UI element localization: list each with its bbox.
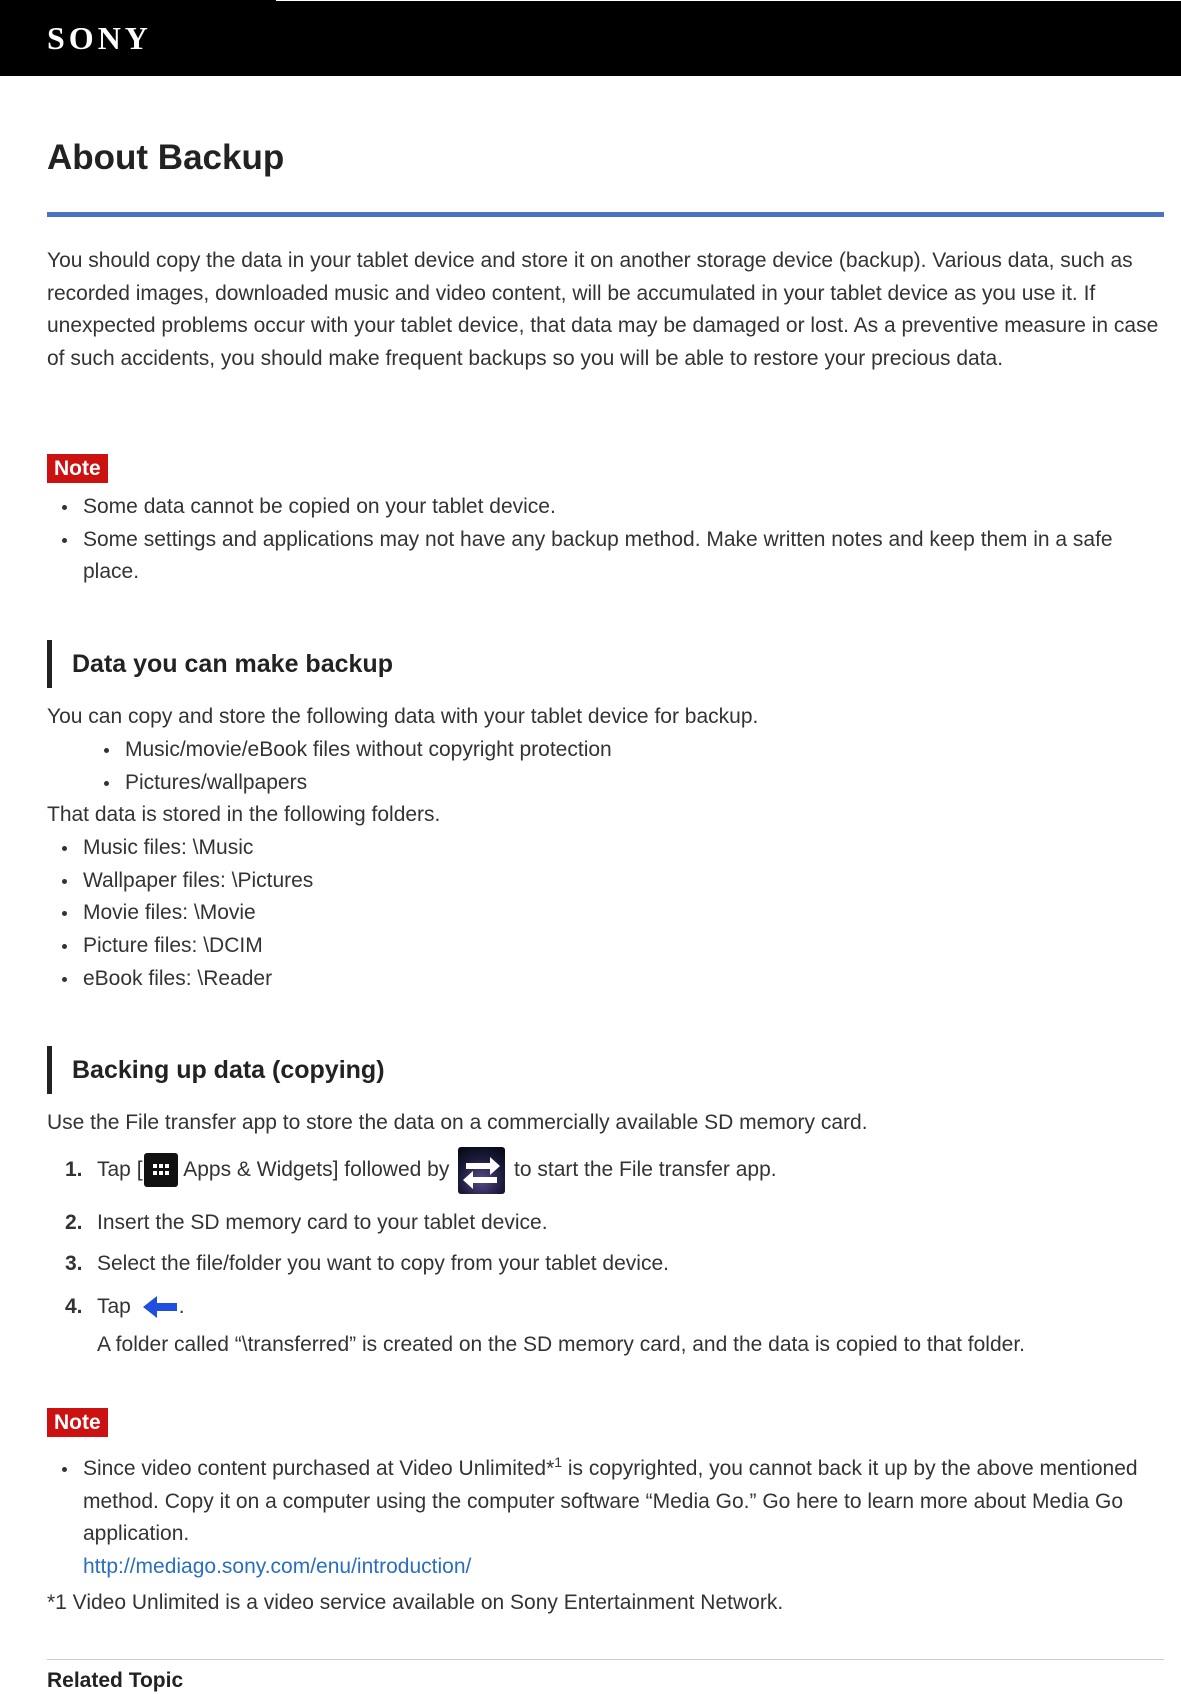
step-number: 4. (65, 1295, 83, 1318)
section-title: Data you can make backup (72, 650, 393, 678)
data-types-list (89, 734, 1164, 799)
list-item (47, 1453, 1164, 1584)
note-badge: Note (47, 454, 108, 483)
step-number: 3. (65, 1252, 83, 1275)
folders-intro: That data is stored in the following folders. (47, 803, 441, 826)
list-item: Wallpaper files: \Pictures (47, 865, 1164, 898)
note-text: Since video content purchased at Video Unlimited* (83, 1457, 555, 1480)
step-number: 2. (65, 1211, 83, 1234)
step-text-part: Tap (97, 1295, 137, 1318)
section-intro: You can copy and store the following data with your tablet device for backup. (47, 705, 759, 728)
step-text-part: . (178, 1295, 185, 1318)
list-item: Music files: \Music (47, 832, 1164, 865)
header-top-line (276, 0, 1181, 1)
step-text-part: to start the File transfer app. (508, 1158, 777, 1181)
footnote-marker: 1 (554, 1454, 563, 1470)
heading-bar (47, 640, 52, 688)
section-title: Backing up data (copying) (72, 1056, 385, 1084)
note-list (47, 1453, 1164, 1584)
step-text-part: Apps & Widgets] followed by (178, 1158, 456, 1181)
step-number: 1. (65, 1158, 83, 1181)
list-item: Pictures/wallpapers (89, 767, 1164, 800)
step-item (47, 1248, 1164, 1280)
list-item: Some data cannot be copied on your tablet device. (47, 491, 1164, 524)
page-title: About Backup (47, 138, 285, 177)
footnote: *1 Video Unlimited is a video service available on Sony Entertainment Network. (47, 1591, 784, 1614)
list-item: Picture files: \DCIM (47, 930, 1164, 963)
step-text (97, 1289, 185, 1325)
list-item: eBook files: \Reader (47, 963, 1164, 996)
list-item: Movie files: \Movie (47, 897, 1164, 930)
list-item: Some settings and applications may not have any backup method. Make written notes and keep them in a safe place. (47, 524, 1164, 589)
step-text (97, 1146, 777, 1194)
note-text: is copyrighted, you cannot back it up by the above mentioned method. Copy it on a computer using the computer software “Media Go.” Go here to learn more about Media Go application. (83, 1457, 1138, 1546)
related-divider (47, 1659, 1164, 1660)
step-item (47, 1289, 1164, 1369)
back-arrow-icon[interactable] (143, 1294, 179, 1320)
step-result-text: A folder called “\transferred” is created on the SD memory card, and the data is copied to that folder. (97, 1333, 1025, 1356)
site-header (0, 0, 1181, 76)
apps-widgets-icon[interactable] (144, 1153, 178, 1187)
sony-logo[interactable]: SONY (47, 20, 152, 56)
step-text-part: Tap [ (97, 1158, 143, 1181)
list-item: Music/movie/eBook files without copyright protection (89, 734, 1164, 767)
related-topic-heading: Related Topic (47, 1669, 184, 1692)
file-transfer-app-icon[interactable] (458, 1147, 505, 1194)
step-item (47, 1146, 1164, 1194)
section-intro: Use the File transfer app to store the data on a commercially available SD memory card. (47, 1111, 868, 1134)
intro-paragraph: You should copy the data in your tablet device and store it on another storage device (backup). Various data, such as recorded images, downloaded music and video content, will be accumulated in your tablet device as you use it. If unexpected problems occur with your tablet device, that data may be damaged or lost. As a preventive measure in case of such accidents, you should make frequent backups so you will be able to restore your precious data. (47, 249, 1159, 371)
folders-list (47, 832, 1164, 996)
heading-bar (47, 1046, 52, 1094)
step-item (47, 1207, 1164, 1239)
media-go-link[interactable]: http://mediago.sony.com/enu/introduction/ (83, 1555, 472, 1579)
step-text: Insert the SD memory card to your tablet device. (97, 1211, 548, 1234)
note-list (47, 491, 1164, 589)
title-divider (47, 212, 1164, 217)
note-badge: Note (47, 1408, 108, 1437)
step-text: Select the file/folder you want to copy from your tablet device. (97, 1252, 669, 1275)
